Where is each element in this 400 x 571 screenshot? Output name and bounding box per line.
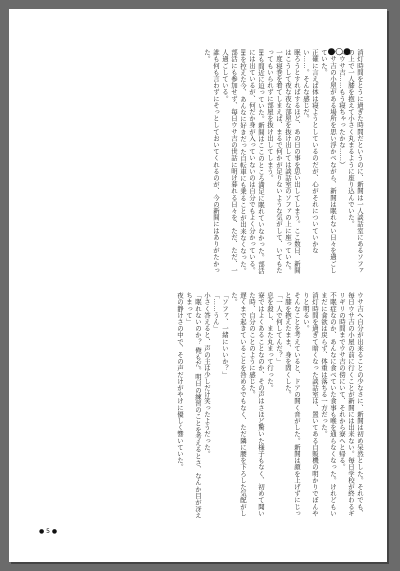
document-page	[9, 9, 387, 562]
body-text-upper: 消灯時間をとうに過ぎた時間だというのに、新開は一人談話室にあるソファの上で一人膝を抱えて小さく丸まるように座り込んでいた。 （ウサ吉……もう寝ちゃったかな……） ウサ吉の小屋がある場所を思い浮かべながら、新開は眠れない日々を過ごしていた。 正確に言えば体は寝ようとしているのだが、心がそれについていかない……。そんな感じだ。 眠ろうとすればするほど、あの日の事を思い出してしまう。ここ数日、新開はこうして夜な夜な部屋を抜け出しては談話室のソファの上に座っていた。 一度寝巻を着てしまえば、まるで何かが足りないような気がして、いてもたってもいられずに部屋を抜け出してしまう。 IHも間近に迫っていた。新開はここのところ満足に眠れていなかった。部活には出ているが、何だか身が入っていないのは自分でもよく分かっている。 IHを控えた今、あんなに好きだった自転車にも乗ることが出来なくなった。部活にも参加せず、毎日ウサ吉の世話に明け暮れる日々を、ただ、ただ、一人過ごしている。 誰も何も言わずにそっとしておいてくれるのが、今の新開にはありがたかった。	[203, 49, 364, 274]
page-number: ● 5 ●	[39, 528, 58, 535]
section-heading: ●○●	[327, 47, 351, 57]
body-text-lower: ウサ吉へ自分が出来ることの少なさに、新開は初め呆然とした。それでも、毎日ウサ吉の小屋の前に行くことが新開には出来ない。毎日学校が終わるギリギリの時間までウサ吉の傍にいて、それから寮へと帰る。 不眠症なのか、あんなに食べていた食事も喉を通らなくなった。けれどもいまだに食欲は戻らず、体重は落ちる一方だった。 消灯時間を過ぎて暗くなった談話室は、置いてある自販機の明かりでぼんやりと明るい。 そんなことを考えていると、ドアの開く音がした。新開は顔を上げずにじっと膝を抱えたまま、身を固くした。 「一人で何してんだ？」 息を殺し、また丸まって行った。 寮ではよくあることなのか、その声はさほど驚いた様子もなく、初めて聞いた時、自分のことのように感じた。 遅くまで起きていることを咎めるでもなく、ただ隣に腰を下ろした気配がした。 「ソファ、一緒にいいか？」 「……うん」 小さく答えると、声の主は少しだけ笑ったようだった。 「眠れないのか？ 俺もだ。明日の練習のことを考えるとさ、なんか目が冴えちまって」 夜の静けさの中で、その声だけがやけに優しく響いていた。	[176, 292, 364, 519]
